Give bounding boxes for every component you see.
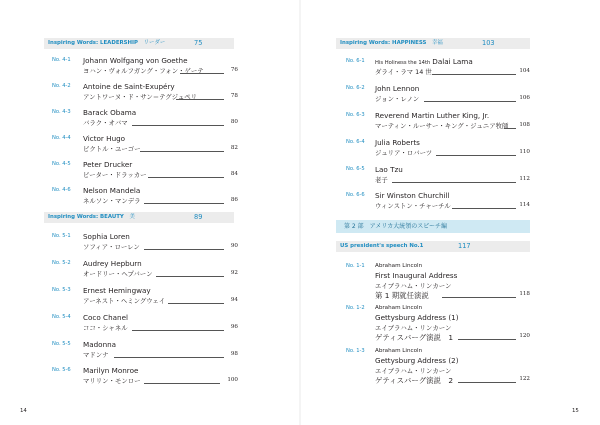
page-number-right: 15: [572, 408, 579, 414]
entry-number: No. 6-1: [346, 58, 365, 64]
entry-name-jp: ダライ・ラマ 14 世: [375, 68, 432, 76]
entry-number: No. 6-5: [346, 166, 365, 172]
entry-name: Dalai Lama: [432, 57, 473, 66]
entry-name: Reverend Martin Luther King, Jr.: [375, 111, 490, 120]
toc-entry-5-5[interactable]: [52, 340, 237, 362]
right-page: [300, 0, 600, 425]
speaker-name-jp: エイブラハム・リンカーン: [375, 282, 452, 290]
toc-entry-5-6[interactable]: [52, 366, 237, 388]
leader-line: [436, 155, 516, 156]
entry-name-jp: バラク・オバマ: [83, 119, 128, 127]
entry-name: Johann Wolfgang von Goethe: [83, 56, 188, 65]
section-label: US president's speech No.1: [340, 243, 424, 249]
toc-entry-4-2[interactable]: [52, 82, 237, 104]
entry-name-jp: オードリー・ヘプバーン: [83, 270, 153, 278]
entry-number: No. 5-3: [52, 287, 71, 293]
section-label-jp: 幸福: [432, 40, 443, 46]
entry-page: 120: [519, 333, 530, 339]
part-heading-text: 第 2 部 アメリカ大統領のスピーチ編: [344, 223, 447, 230]
speech-title-jp: ゲティスバーグ演説 2: [375, 376, 454, 385]
entry-name: Peter Drucker: [83, 160, 133, 169]
toc-entry-1-3[interactable]: [346, 347, 531, 389]
toc-entry-5-1[interactable]: [52, 232, 237, 254]
entry-name-jp: ネルソン・マンデラ: [83, 197, 141, 205]
speech-title: First Inaugural Address: [375, 271, 458, 280]
entry-name: Victor Hugo: [83, 134, 126, 143]
entry-name-jp: マリリン・モンロー: [83, 377, 141, 385]
toc-entry-5-3[interactable]: [52, 286, 237, 308]
leader-line: [132, 125, 224, 126]
toc-entry-6-4[interactable]: [346, 138, 531, 160]
entry-name: Julia Roberts: [375, 138, 420, 147]
page-number-left: 14: [20, 408, 27, 414]
toc-entry-4-1[interactable]: [52, 56, 237, 78]
entry-page: 98: [230, 351, 238, 357]
entry-page: 114: [519, 202, 530, 208]
entry-number: No. 5-2: [52, 260, 71, 266]
leader-line: [458, 382, 516, 383]
toc-entry-6-5[interactable]: [346, 165, 531, 187]
entry-page: 100: [227, 377, 238, 383]
entry-page: 86: [230, 197, 238, 203]
entry-name: Sir Winston Churchill: [375, 191, 450, 200]
speech-title-jp: 第 1 期就任演説: [375, 291, 429, 300]
leader-line: [114, 357, 224, 358]
section-page-number: 117: [458, 242, 471, 250]
entry-page: 94: [230, 297, 238, 303]
entry-name-jp: ジョン・レノン: [375, 95, 420, 103]
leader-line: [392, 182, 516, 183]
entry-number: No. 4-3: [52, 109, 71, 115]
entry-name-jp: ビクトル・ユーゴー: [83, 145, 141, 153]
speech-title: Gettysburg Address (1): [375, 313, 459, 322]
leader-line: [504, 128, 516, 129]
toc-entry-5-2[interactable]: [52, 259, 237, 281]
toc-entry-6-2[interactable]: [346, 84, 531, 106]
entry-name-jp: アーネスト・ヘミングウェイ: [83, 297, 166, 305]
entry-number: No. 4-4: [52, 135, 71, 141]
entry-number: No. 4-5: [52, 161, 71, 167]
section-header-happiness: [336, 38, 530, 49]
toc-entry-4-6[interactable]: [52, 186, 237, 208]
toc-entry-5-4[interactable]: [52, 313, 237, 335]
toc-entry-1-2[interactable]: [346, 304, 531, 346]
toc-entry-4-3[interactable]: [52, 108, 237, 130]
entry-name-jp: マドンナ: [83, 351, 109, 359]
leader-line: [180, 73, 224, 74]
leader-line: [132, 330, 224, 331]
toc-entry-4-5[interactable]: [52, 160, 237, 182]
entry-name: Sophia Loren: [83, 232, 130, 241]
entry-number: No. 1-1: [346, 263, 365, 269]
entry-name: Audrey Hepburn: [83, 259, 142, 268]
entry-number: No. 5-1: [52, 233, 71, 239]
entry-name-jp: ピーター・ドラッカー: [83, 171, 147, 179]
leader-line: [144, 203, 224, 204]
toc-entry-1-1[interactable]: [346, 262, 531, 304]
entry-number: No. 5-6: [52, 367, 71, 373]
section-label: Inspiring Words: BEAUTY: [48, 214, 124, 220]
leader-line: [156, 276, 224, 277]
entry-name: Ernest Hemingway: [83, 286, 151, 295]
entry-page: 76: [230, 67, 238, 73]
entry-number: No. 6-4: [346, 139, 365, 145]
entry-number: No. 6-2: [346, 85, 365, 91]
part-heading: [336, 220, 530, 233]
entry-name-jp: ココ・シャネル: [83, 324, 128, 332]
entry-name: Nelson Mandela: [83, 186, 141, 195]
entry-name-jp: ジュリア・ロバーツ: [375, 149, 433, 157]
section-label: Inspiring Words: HAPPINESS: [340, 40, 427, 46]
entry-page: 110: [519, 149, 530, 155]
entry-page: 96: [230, 324, 238, 330]
speaker-name: Abraham Lincoln: [375, 263, 423, 269]
entry-name-jp: ソフィア・ローレン: [83, 243, 140, 251]
entry-page: 92: [230, 270, 238, 276]
section-page-number: 89: [194, 213, 203, 221]
leader-line: [424, 101, 516, 102]
entry-page: 78: [230, 93, 238, 99]
section-header-beauty: [44, 212, 234, 223]
speech-title: Gettysburg Address (2): [375, 356, 459, 365]
speaker-name-jp: エイブラハム・リンカーン: [375, 324, 452, 332]
section-header-speech: [336, 241, 530, 252]
section-header-leadership: [44, 38, 234, 49]
entry-page: 104: [519, 68, 530, 74]
entry-page: 122: [519, 376, 530, 382]
entry-number: No. 1-3: [346, 348, 365, 354]
speech-title-jp: ゲティスバーグ演説 1: [375, 333, 454, 342]
entry-page: 108: [519, 122, 530, 128]
entry-name-jp: アントワーヌ・ド・サン＝テグジュペリ: [83, 93, 198, 101]
entry-name: Coco Chanel: [83, 313, 129, 322]
entry-page: 84: [230, 171, 238, 177]
entry-page: 82: [230, 145, 238, 151]
entry-number: No. 5-5: [52, 341, 71, 347]
entry-page: 106: [519, 95, 530, 101]
speaker-name-jp: エイブラハム・リンカーン: [375, 367, 452, 375]
entry-name: Marilyn Monroe: [83, 366, 139, 375]
leader-line: [144, 383, 220, 384]
leader-line: [148, 177, 224, 178]
leader-line: [176, 99, 224, 100]
entry-name-jp: マーティン・ルーサー・キング・ジュニア牧師: [375, 122, 509, 130]
leader-line: [140, 151, 224, 152]
section-label-jp: 美: [129, 214, 135, 220]
entry-number: No. 5-4: [52, 314, 71, 320]
entry-number: No. 4-6: [52, 187, 71, 193]
leader-line: [144, 249, 224, 250]
entry-number: No. 4-2: [52, 83, 71, 89]
entry-name: Madonna: [83, 340, 117, 349]
entry-page: 112: [519, 176, 530, 182]
section-page-number: 103: [482, 39, 495, 47]
leader-line: [452, 208, 516, 209]
entry-name-jp: ウィンストン・チャーチル: [375, 202, 451, 210]
entry-number: No. 1-2: [346, 305, 365, 311]
leader-line: [432, 74, 516, 75]
leader-line: [442, 297, 516, 298]
section-label-jp: リーダー: [143, 40, 166, 46]
toc-entry-6-6[interactable]: [346, 191, 531, 213]
entry-name: Lao Tzu: [375, 165, 403, 174]
speaker-name: Abraham Lincoln: [375, 305, 423, 311]
section-page-number: 75: [194, 39, 203, 47]
leader-line: [168, 303, 224, 304]
section-label: Inspiring Words: LEADERSHIP: [48, 40, 139, 46]
entry-name-jp: ヨハン・ヴォルフガング・フォン・ゲーテ: [83, 67, 204, 75]
entry-name-jp: 老子: [375, 176, 388, 184]
entry-name: Antoine de Saint-Exupéry: [83, 82, 175, 91]
entry-prefix: His Holiness the 14th: [375, 60, 431, 66]
entry-number: No. 6-6: [346, 192, 365, 198]
toc-entry-6-1[interactable]: [346, 57, 531, 79]
speaker-name: Abraham Lincoln: [375, 348, 423, 354]
toc-entry-4-4[interactable]: [52, 134, 237, 156]
entry-name: John Lennon: [375, 84, 420, 93]
entry-name: Barack Obama: [83, 108, 137, 117]
toc-entry-6-3[interactable]: [346, 111, 531, 133]
entry-number: No. 6-3: [346, 112, 365, 118]
entry-number: No. 4-1: [52, 57, 71, 63]
entry-page: 90: [230, 243, 238, 249]
leader-line: [458, 339, 516, 340]
entry-page: 80: [230, 119, 238, 125]
entry-page: 118: [519, 291, 530, 297]
